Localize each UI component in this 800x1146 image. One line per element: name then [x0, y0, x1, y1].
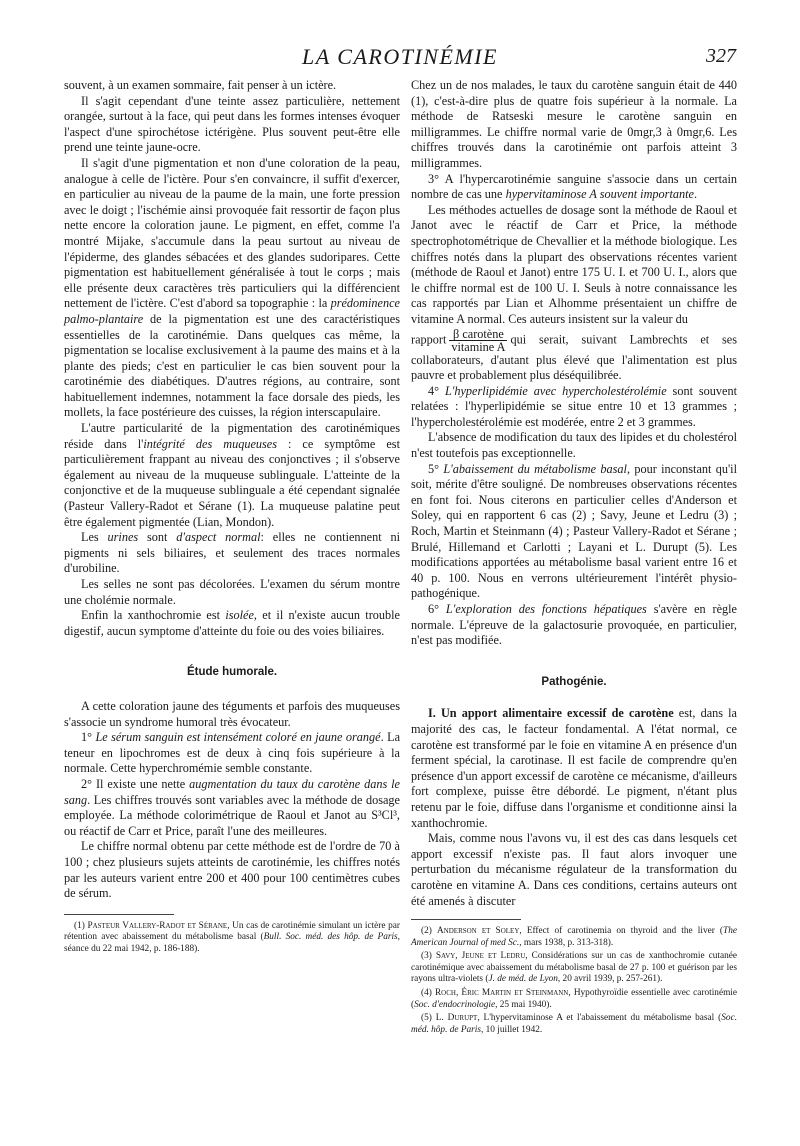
footnote-rule: [64, 914, 174, 915]
footnotes-right: [411, 926, 737, 1036]
emphasis: L'abaissement du métabolisme basal: [443, 461, 627, 476]
paragraph: L'autre particularité de la pigmentation des carotinémiques réside dans l'intégrité des muqueuses : ce symptôme est particulièrement frappant au niveau des conjonctives ; il s'observe également au niveau de la muqueuse sublinguale. L'atteinte de la conjonctive et de la muqueuse sublinguale a été cependant signalée (Pasteur Vallery-Radot et Sérane (1). La muqueuse palatine peut être également pigmentée (Lian, Mondon).: [64, 421, 400, 529]
bold-lead: I. Un apport alimentaire excessif de carotène: [428, 706, 674, 721]
emphasis: isolée: [225, 608, 254, 623]
footnote-rule: [411, 919, 521, 920]
emphasis: hypervitaminose A souvent importante: [505, 187, 694, 202]
emphasis: prédominence palmo-plantaire: [64, 296, 400, 326]
paragraph: 1° Le sérum sanguin est intensément coloré en jaune orangé. La teneur en lipochromes est de deux à cinq fois supérieure à la normale. Cette hyperchromémie semble constante.: [64, 730, 401, 776]
paragraph: souvent, à un examen sommaire, fait penser à un ictère.: [64, 78, 337, 92]
footnote-4: (4) Roch, Éric Martin et Steinmann, Hypothyroïdie essentielle avec carotinémie (Soc. d'endocrinologie, 25 mai 1940).: [411, 988, 738, 1010]
paragraph: I. Un apport alimentaire excessif de carotène est, dans la majorité des cas, le facteur fondamental. A l'état normal, ce carotène est transformé par le foie en vitamine A en présence d'un ferment spécial, la carotinase. Il est facile de comprendre qu'en présence d'un apport excessif de carotène ce mécanisme, d'ailleurs fort complexe, puisse être débordé. Le pigment, n'étant plus retenu par le foie, diffuse dans l'organisme et conditionne ainsi la xanthochromie.: [411, 706, 737, 830]
paragraph: 3° A l'hypercarotinémie sanguine s'associe dans un certain nombre de cas une hypervitaminose A souvent importante.: [411, 171, 737, 202]
paragraph: 6° L'exploration des fonctions hépatiques s'avère en règle normale. L'épreuve de la galactosurie provoquée, en particulier, n'est pas modifiée.: [411, 602, 737, 648]
section-heading-etude-humorale: Étude humorale.: [186, 666, 278, 679]
paragraph: 4° L'hyperlipidémie avec hypercholestérolémie sont souvent relatées : l'hyperlipidémie se situe entre 10 et 13 grammes ; l'hypercholestérolémie est modérée, entre 2 et 3 grammes.: [411, 383, 737, 429]
footnote-5: (5) L. Durupt, L'hypervitaminose A et l'abaissement du métabolisme basal (Soc. méd. hôp. de Paris, 10 juillet 1942.: [411, 1013, 738, 1035]
footnote-1: (1) Pasteur Vallery-Radot et Sérane, Un cas de carotinémie simulant un ictère par rétention avec abaissement du métabolisme basal (Bull. Soc. méd. des hôp. de Paris, séance du 22 mai 1942, p. 186-188).: [64, 920, 400, 954]
page-number: 327: [706, 45, 736, 67]
paragraph: Mais, comme nous l'avons vu, il est des cas dans lesquels cet apport excessif n'existe pas. Il faut alors invoquer une perturbation du mécanisme régulateur de la transformation du carotène en vitamine A. Dans ces conditions, certains auteurs ont été amenés à discuter: [411, 831, 737, 908]
paragraph: Les méthodes actuelles de dosage sont la méthode de Raoul et Janot avec le réactif de Carr et Price, la méthode spectrophotométrique de Chevallier et la méthode biologique. Les chiffres notés dans la plupart des observations récentes varient (méthode de Raoul et Janot) entre 175 U. I. et 700 U. I., alors que le chiffre normal est de 100 U. I. Seuls à notre connaissance les cas rapportés par Lian et Alhomme présentaient un chiffre de vitamine A normal. Ces auteurs insistent sur la valeur du: [411, 202, 737, 326]
paragraph: Il s'agit d'une pigmentation et non d'une coloration de la peau, analogue à celle de l'ictère. Pour s'en convaincre, il suffit d'exercer, en particulier au niveau de la paume de la main, une forte pression avec le doigt ; l'ischémie ainsi provoquée fait ressortir de façon plus nette encore la coloration jaune. Le pigment, en effet, comme l'a montré Mijake, s'accumule dans la peau surtout au niveau de l'épiderme, des glandes sébacées et des glandes sudoripares. Cette pigmentation est habituellement généralisée à tout le corps ; mais elle présente deux caractères très particuliers qui la différencient nettement de l'ictère. C'est d'abord sa topographie : la prédominence palmo-plantaire de la pigmentation est une des caractéristiques essentielles de la carotinémie. Dans quelques cas même, la pigmentation se localise exclusivement à la paume des mains et à la plante des pieds; c'est en particulier le cas bien souvent pour la carotinémie des diabétiques. D'autres régions, au contraire, sont habituellement indemnes, notamment la face dorsale des pieds, les mollets, la face postérieure des cuisses, la région interscapulaire.: [64, 155, 400, 420]
paragraph: Les urines sont d'aspect normal: elles ne contiennent ni pigments ni sels biliaires, et seulement des traces normales d'urobiline.: [64, 530, 401, 576]
paragraph: Les selles ne sont pas décolorées. L'examen du sérum montre une cholémie normale.: [64, 577, 400, 607]
emphasis: d'aspect normal: [176, 530, 261, 545]
emphasis: urines: [107, 530, 139, 545]
paragraph-ratio: rapport $\frac{\text{β carotène}}{\text{vitamine A}}$ qui serait, suivant Lambrechts et ses collaborateurs, d'autant plus élevé que l'alimentation est plus pauvre et probablement plus déséquilibrée.: [411, 326, 737, 383]
emphasis: L'exploration des fonctions hépatiques: [445, 602, 647, 616]
paragraph: A cette coloration jaune des téguments et parfois des muqueuses s'associe un syndrome humoral très évocateur.: [64, 698, 400, 729]
paragraph: Le chiffre normal obtenu par cette méthode est de l'ordre de 70 à 100 ; chez plusieurs sujets atteints de carotinémie, les chiffres notés par les auteurs varient entre 200 et 400 pour 100 centimètres cubes de sérum.: [64, 839, 400, 901]
footnote-3: (3) Savy, Jeune et Ledru, Considérations sur un cas de xanthochromie cutanée carotinémique avec abaissement du métabolisme basal de 27 p. 100 et guérison par les rayons ultra-violets (J. de méd. de Lyon, 20 avril 1939, p. 257-261).: [411, 951, 738, 985]
footnotes-left: [64, 921, 400, 956]
emphasis: intégrité des muqueuses: [143, 436, 277, 451]
right-column: [411, 78, 737, 1038]
emphasis: L'hyperlipidémie avec hypercholestérolémie: [444, 383, 667, 398]
left-column: [64, 78, 400, 957]
ratio-fraction: $\frac{\text{β carotène}}{\text{vitamine A}}$: [451, 326, 506, 354]
emphasis: augmentation du taux du carotène dans le sang: [64, 776, 400, 807]
paragraph: 2° Il existe une nette augmentation du taux du carotène dans le sang. Les chiffres trouvés sont variables avec la méthode de dosage employée. La méthode colorimétrique de Raoul et Janot au S³Cl³, ou réactif de Carr et Price, paraît l'une des meilleures.: [64, 776, 400, 838]
paragraph: Enfin la xanthochromie est isolée, et il n'existe aucun trouble digestif, aucun symptome d'atteinte du foie ou des voies biliaires.: [64, 608, 400, 638]
footnote-2: (2) Anderson et Soley, Effect of carotinemia on thyroid and the liver (The American Journal of med Sc., mars 1938, p. 313-318).: [411, 926, 737, 948]
paragraph: Il s'agit cependant d'une teinte assez particulière, nettement orangée, surtout à la face, qui peut dans les formes intenses évoquer l'aspect d'une spirochétose ictérigène. Plus souvent peut-être elle prend une teinte jaune-ocre.: [64, 93, 400, 155]
section-heading-pathogenie: Pathogénie.: [541, 675, 607, 688]
running-title: LA CAROTINÉMIE: [302, 44, 498, 69]
page-header: [64, 44, 736, 74]
paragraph: Chez un de nos malades, le taux du carotène sanguin était de 440 (1), c'est-à-dire plus de quatre fois supérieur à la normale. La méthode de Ratseski mesure le carotène sanguin en milligrammes. Le chiffre normal varie de 0mgr,3 à 0mgr,6. Les chiffres trouvés dans la carotinémie ont parfois atteint 3 milligrammes.: [411, 78, 737, 170]
paragraph: L'absence de modification du taux des lipides et du cholestérol n'est toutefois pas exceptionnelle.: [411, 430, 737, 461]
paragraph: 5° L'abaissement du métabolisme basal, pour inconstant qu'il soit, mérite d'être souligné. De nombreuses observations récentes en font foi. Nous citerons en particulier celles d'Anderson et Soley, qui en rapportent 6 cas (2) ; Savy, Jeune et Ledru (3) ; Roch, Martin et Steinmann (4) ; Pasteur Vallery-Radot et Sérane ; Brulé, Hillemand et Carlotti ; Layani et L. Durupt (5). Les modifications apportées au métabolisme basal varient entre 16 et 40 p. 100. Nous en verrons ultérieurement l'intérêt physio-pathogénique.: [411, 461, 737, 601]
emphasis: Le sérum sanguin est intensément coloré en jaune orangé: [95, 730, 381, 745]
